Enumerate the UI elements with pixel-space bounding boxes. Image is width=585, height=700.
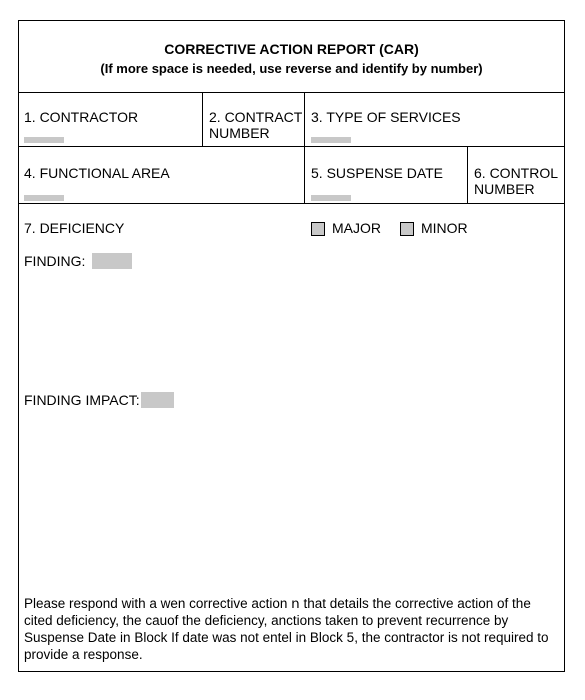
- control-number-label: 6. CONTROL NUMBER: [474, 165, 559, 197]
- control-number-block: [468, 147, 564, 203]
- type-of-services-label: 3. TYPE OF SERVICES: [311, 109, 461, 125]
- info-row-2: [19, 147, 564, 204]
- functional-area-field[interactable]: [24, 195, 64, 201]
- form-subtitle: (If more space is needed, use reverse and identify by number): [100, 61, 483, 76]
- finding-label: FINDING:: [24, 253, 86, 269]
- info-row-1: [19, 93, 564, 147]
- contract-number-block: [203, 93, 305, 146]
- suspense-date-label: 5. SUSPENSE DATE: [311, 165, 444, 181]
- suspense-date-field[interactable]: [311, 195, 351, 201]
- contractor-block: [19, 93, 203, 146]
- functional-area-block: [19, 147, 305, 203]
- contractor-label: 1. CONTRACTOR: [24, 109, 139, 125]
- form-title: CORRECTIVE ACTION REPORT (CAR): [164, 41, 419, 57]
- type-of-services-field[interactable]: [311, 137, 351, 143]
- form-header: [19, 21, 564, 93]
- type-of-services-block: [305, 93, 564, 146]
- finding-field[interactable]: [92, 253, 132, 269]
- contractor-field[interactable]: [24, 137, 64, 143]
- contract-number-label: 2. CONTRACT NUMBER: [209, 109, 303, 141]
- response-instructions: Please respond with a wen corrective action ո that details the corrective action of the cited deficiency, the cauof the deficiency, anctions taken to prevent recurrence by Suspense Date in Block If date was not entel in Block 5, the contractor is not required to provide a response.: [24, 596, 549, 662]
- deficiency-section: [19, 204, 564, 589]
- suspense-date-block: [305, 147, 468, 203]
- deficiency-label: 7. DEFICIENCY: [24, 220, 125, 236]
- major-label: MAJOR: [332, 220, 381, 236]
- minor-checkbox[interactable]: [400, 222, 414, 236]
- finding-impact-label: FINDING IMPACT:: [24, 392, 140, 408]
- minor-label: MINOR: [421, 220, 468, 236]
- corrective-action-form: [18, 20, 565, 672]
- major-checkbox[interactable]: [311, 222, 325, 236]
- finding-impact-field[interactable]: [141, 392, 174, 408]
- functional-area-label: 4. FUNCTIONAL AREA: [24, 165, 170, 181]
